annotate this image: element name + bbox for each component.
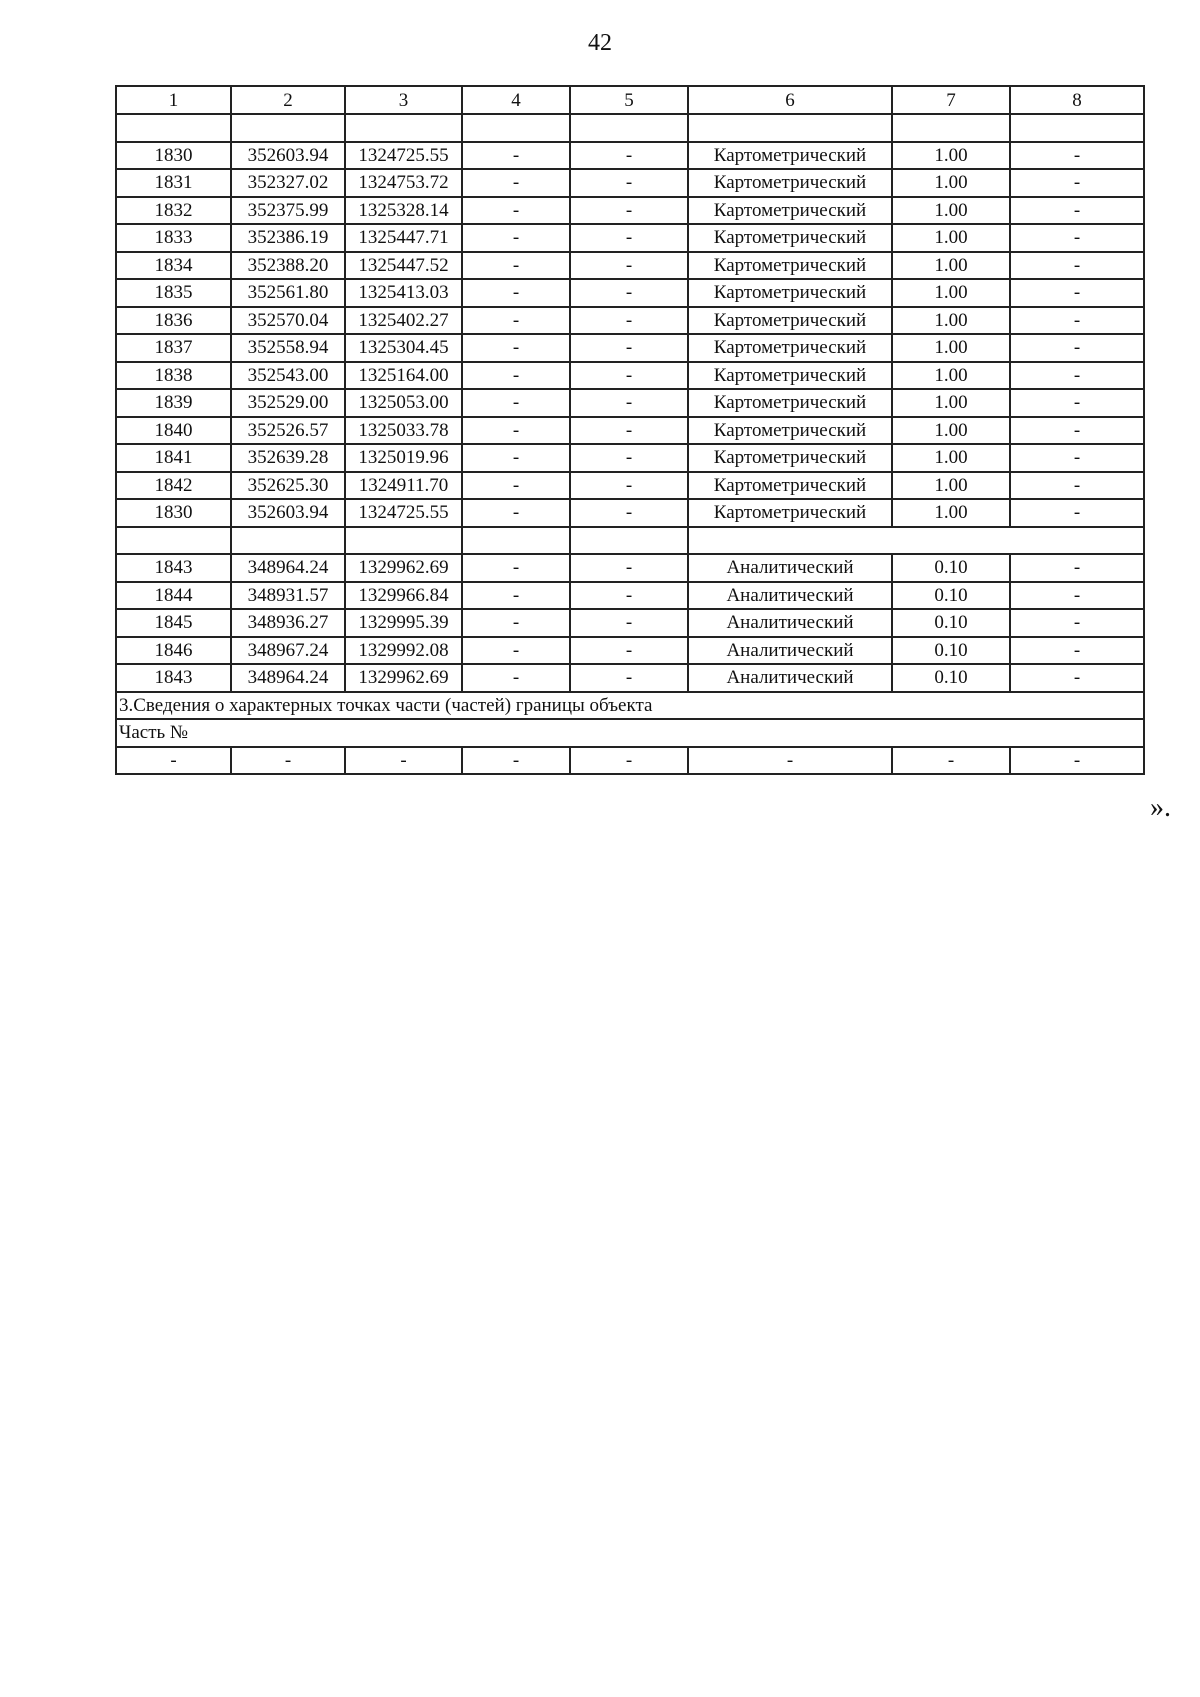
table-cell: - bbox=[1010, 362, 1144, 390]
table-cell: - bbox=[1010, 169, 1144, 197]
table-cell: - bbox=[570, 747, 688, 775]
table-cell: 1325447.71 bbox=[345, 224, 462, 252]
table-cell-empty bbox=[570, 114, 688, 142]
table-cell: Аналитический bbox=[688, 609, 892, 637]
table-cell: 1.00 bbox=[892, 142, 1010, 170]
table-row bbox=[116, 444, 1144, 472]
table-row bbox=[116, 417, 1144, 445]
table-cell: 1.00 bbox=[892, 334, 1010, 362]
table-cell: 352639.28 bbox=[231, 444, 345, 472]
table-cell: 1329962.69 bbox=[345, 664, 462, 692]
table-cell: - bbox=[1010, 664, 1144, 692]
table-cell: 1324725.55 bbox=[345, 142, 462, 170]
table-cell-empty bbox=[688, 527, 1144, 555]
table-cell: Картометрический bbox=[688, 224, 892, 252]
table-cell: 1834 bbox=[116, 252, 231, 280]
table-row bbox=[116, 279, 1144, 307]
section-3-title-cell: 3.Сведения о характерных точках части (частей) границы объекта bbox=[116, 692, 1144, 720]
table-cell: - bbox=[1010, 197, 1144, 225]
table-cell: - bbox=[570, 609, 688, 637]
table-row bbox=[116, 582, 1144, 610]
table-row bbox=[116, 197, 1144, 225]
table-cell: - bbox=[570, 664, 688, 692]
table-row bbox=[116, 499, 1144, 527]
table-cell: 1845 bbox=[116, 609, 231, 637]
table-cell: 1325447.52 bbox=[345, 252, 462, 280]
table-cell: - bbox=[570, 334, 688, 362]
table-cell-empty bbox=[570, 527, 688, 555]
table-cell: 8 bbox=[1010, 86, 1144, 114]
table-cell: 1841 bbox=[116, 444, 231, 472]
table-row bbox=[116, 224, 1144, 252]
table-row bbox=[116, 664, 1144, 692]
table-cell: 1838 bbox=[116, 362, 231, 390]
table-cell: 0.10 bbox=[892, 582, 1010, 610]
table-cell: 1.00 bbox=[892, 499, 1010, 527]
table-cell: 348967.24 bbox=[231, 637, 345, 665]
table-cell: 352603.94 bbox=[231, 499, 345, 527]
table-cell: - bbox=[462, 637, 570, 665]
table-cell: 1840 bbox=[116, 417, 231, 445]
table-cell-empty bbox=[462, 114, 570, 142]
table-row bbox=[116, 334, 1144, 362]
table-cell: 348931.57 bbox=[231, 582, 345, 610]
table-cell: - bbox=[1010, 609, 1144, 637]
table-cell: 1329992.08 bbox=[345, 637, 462, 665]
table-cell: 4 bbox=[462, 86, 570, 114]
table-cell-empty bbox=[231, 527, 345, 555]
table-cell: 1843 bbox=[116, 664, 231, 692]
table-cell: 1830 bbox=[116, 142, 231, 170]
table-cell: Картометрический bbox=[688, 142, 892, 170]
table-cell: - bbox=[570, 472, 688, 500]
table-row bbox=[116, 389, 1144, 417]
table-cell: Аналитический bbox=[688, 554, 892, 582]
table-cell: 1325402.27 bbox=[345, 307, 462, 335]
table-cell: - bbox=[1010, 252, 1144, 280]
table-cell: - bbox=[462, 334, 570, 362]
table-cell: 1839 bbox=[116, 389, 231, 417]
table-cell: - bbox=[462, 142, 570, 170]
table-cell: - bbox=[462, 747, 570, 775]
table-cell: - bbox=[462, 609, 570, 637]
table-cell: - bbox=[570, 224, 688, 252]
table-blank-row bbox=[116, 114, 1144, 142]
table-cell: - bbox=[570, 307, 688, 335]
table-cell: 352603.94 bbox=[231, 142, 345, 170]
table-cell: 1.00 bbox=[892, 224, 1010, 252]
table-cell: Картометрический bbox=[688, 252, 892, 280]
table-header-row bbox=[116, 86, 1144, 114]
table-cell: 1329966.84 bbox=[345, 582, 462, 610]
table-cell: 1.00 bbox=[892, 169, 1010, 197]
table-cell: - bbox=[570, 637, 688, 665]
table-cell: Картометрический bbox=[688, 362, 892, 390]
table-cell: 0.10 bbox=[892, 554, 1010, 582]
table-cell: - bbox=[1010, 389, 1144, 417]
table-cell: - bbox=[116, 747, 231, 775]
table-cell: 1325328.14 bbox=[345, 197, 462, 225]
table-cell: - bbox=[1010, 747, 1144, 775]
table-cell: 1.00 bbox=[892, 389, 1010, 417]
table-cell: 352526.57 bbox=[231, 417, 345, 445]
table-cell: 348964.24 bbox=[231, 664, 345, 692]
table-row bbox=[116, 142, 1144, 170]
table-cell: 1832 bbox=[116, 197, 231, 225]
table-cell: 1831 bbox=[116, 169, 231, 197]
table-cell: 1843 bbox=[116, 554, 231, 582]
table-cell: - bbox=[462, 582, 570, 610]
table-cell: - bbox=[462, 362, 570, 390]
table-cell: 1329995.39 bbox=[345, 609, 462, 637]
table-cell: 352375.99 bbox=[231, 197, 345, 225]
table-cell: 1.00 bbox=[892, 307, 1010, 335]
table-row bbox=[116, 362, 1144, 390]
table-cell: - bbox=[570, 362, 688, 390]
part-label bbox=[116, 719, 1144, 747]
table-cell: Аналитический bbox=[688, 637, 892, 665]
table-cell-empty bbox=[462, 527, 570, 555]
table-cell: - bbox=[570, 142, 688, 170]
table-cell: 0.10 bbox=[892, 664, 1010, 692]
table-cell: 348964.24 bbox=[231, 554, 345, 582]
table-cell: - bbox=[1010, 224, 1144, 252]
table-cell: - bbox=[345, 747, 462, 775]
table-cell: 352388.20 bbox=[231, 252, 345, 280]
table-cell: - bbox=[570, 499, 688, 527]
table-cell: Картометрический bbox=[688, 472, 892, 500]
table-cell: 1 bbox=[116, 86, 231, 114]
table-cell: 352327.02 bbox=[231, 169, 345, 197]
table-cell: - bbox=[1010, 582, 1144, 610]
table-cell: - bbox=[462, 279, 570, 307]
table-cell: 1.00 bbox=[892, 279, 1010, 307]
table-cell: - bbox=[570, 169, 688, 197]
table-cell: Картометрический bbox=[688, 389, 892, 417]
table-cell: 1325304.45 bbox=[345, 334, 462, 362]
table-cell: 352570.04 bbox=[231, 307, 345, 335]
table-cell-empty bbox=[688, 114, 892, 142]
table-cell: 352529.00 bbox=[231, 389, 345, 417]
table-cell: - bbox=[462, 499, 570, 527]
table-row bbox=[116, 609, 1144, 637]
table-cell: - bbox=[462, 197, 570, 225]
table-cell: 352558.94 bbox=[231, 334, 345, 362]
table-cell: - bbox=[688, 747, 892, 775]
table-cell: 352543.00 bbox=[231, 362, 345, 390]
table-cell: - bbox=[462, 307, 570, 335]
table-cell: Картометрический bbox=[688, 444, 892, 472]
table-cell: - bbox=[570, 389, 688, 417]
table-cell: 1830 bbox=[116, 499, 231, 527]
table-cell: 352386.19 bbox=[231, 224, 345, 252]
table-body bbox=[116, 86, 1144, 774]
table-cell-empty bbox=[345, 114, 462, 142]
table-cell: - bbox=[1010, 499, 1144, 527]
table-cell: - bbox=[462, 417, 570, 445]
section-3-title bbox=[116, 692, 1144, 720]
table-cell: 1842 bbox=[116, 472, 231, 500]
table-cell: 3 bbox=[345, 86, 462, 114]
table-cell: 352625.30 bbox=[231, 472, 345, 500]
table-cell: 1329962.69 bbox=[345, 554, 462, 582]
table-cell: 1325033.78 bbox=[345, 417, 462, 445]
table-cell: Аналитический bbox=[688, 664, 892, 692]
table-cell: 1325413.03 bbox=[345, 279, 462, 307]
table-cell: 1324725.55 bbox=[345, 499, 462, 527]
table-cell-empty bbox=[231, 114, 345, 142]
table-cell: 1846 bbox=[116, 637, 231, 665]
table-cell: 1.00 bbox=[892, 362, 1010, 390]
table-cell: Картометрический bbox=[688, 197, 892, 225]
table-cell: - bbox=[892, 747, 1010, 775]
table-cell: 1.00 bbox=[892, 197, 1010, 225]
part-row bbox=[116, 747, 1144, 775]
table-cell: 1837 bbox=[116, 334, 231, 362]
table-cell: 1835 bbox=[116, 279, 231, 307]
closing-quote-mark: ». bbox=[1150, 792, 1171, 823]
table-cell: 1836 bbox=[116, 307, 231, 335]
table-cell: - bbox=[462, 252, 570, 280]
table-cell: 1.00 bbox=[892, 444, 1010, 472]
table-cell: 6 bbox=[688, 86, 892, 114]
table-cell: - bbox=[570, 252, 688, 280]
table-cell: 1325053.00 bbox=[345, 389, 462, 417]
table-cell-empty bbox=[116, 527, 231, 555]
table-cell: 1833 bbox=[116, 224, 231, 252]
page-number: 42 bbox=[588, 30, 612, 56]
table-blank-row bbox=[116, 527, 1144, 555]
table-cell: - bbox=[1010, 279, 1144, 307]
table-cell: 1.00 bbox=[892, 417, 1010, 445]
table-cell: - bbox=[462, 472, 570, 500]
table-cell: 0.10 bbox=[892, 609, 1010, 637]
table-cell: - bbox=[1010, 334, 1144, 362]
table-row bbox=[116, 554, 1144, 582]
table-cell: 1844 bbox=[116, 582, 231, 610]
table-cell: - bbox=[1010, 417, 1144, 445]
table-cell: - bbox=[462, 664, 570, 692]
table-cell: Картометрический bbox=[688, 279, 892, 307]
table-cell: Картометрический bbox=[688, 307, 892, 335]
table-cell: - bbox=[1010, 472, 1144, 500]
table-cell: Аналитический bbox=[688, 582, 892, 610]
table-cell: 7 bbox=[892, 86, 1010, 114]
table-cell: - bbox=[570, 417, 688, 445]
table-cell: - bbox=[231, 747, 345, 775]
coordinates-table bbox=[115, 85, 1145, 775]
table-cell: Картометрический bbox=[688, 169, 892, 197]
part-label-cell: Часть № bbox=[116, 719, 1144, 747]
table-cell: - bbox=[462, 444, 570, 472]
table-cell: Картометрический bbox=[688, 499, 892, 527]
table-cell: - bbox=[1010, 142, 1144, 170]
table-cell: - bbox=[1010, 307, 1144, 335]
table-cell: - bbox=[570, 444, 688, 472]
table-cell: - bbox=[462, 554, 570, 582]
table-cell: 2 bbox=[231, 86, 345, 114]
table-cell: 348936.27 bbox=[231, 609, 345, 637]
table-cell: 1324753.72 bbox=[345, 169, 462, 197]
table-cell: - bbox=[570, 279, 688, 307]
table-cell: 5 bbox=[570, 86, 688, 114]
table-cell-empty bbox=[1010, 114, 1144, 142]
table-cell: Картометрический bbox=[688, 334, 892, 362]
table-cell: - bbox=[1010, 554, 1144, 582]
table-cell: - bbox=[1010, 444, 1144, 472]
table-cell-empty bbox=[345, 527, 462, 555]
table-row bbox=[116, 169, 1144, 197]
table-cell: - bbox=[1010, 637, 1144, 665]
table-cell: - bbox=[570, 554, 688, 582]
table-cell-empty bbox=[892, 114, 1010, 142]
table-cell: 0.10 bbox=[892, 637, 1010, 665]
table-cell: - bbox=[462, 389, 570, 417]
table-cell: 1.00 bbox=[892, 472, 1010, 500]
table-cell-empty bbox=[116, 114, 231, 142]
table-row bbox=[116, 472, 1144, 500]
table-cell: - bbox=[570, 197, 688, 225]
table-cell: 1325164.00 bbox=[345, 362, 462, 390]
table-cell: 1325019.96 bbox=[345, 444, 462, 472]
table-cell: 352561.80 bbox=[231, 279, 345, 307]
table-cell: - bbox=[570, 582, 688, 610]
table-cell: Картометрический bbox=[688, 417, 892, 445]
table-row bbox=[116, 252, 1144, 280]
table-row bbox=[116, 637, 1144, 665]
table-row bbox=[116, 307, 1144, 335]
table-cell: 1324911.70 bbox=[345, 472, 462, 500]
table-cell: - bbox=[462, 224, 570, 252]
table-cell: - bbox=[462, 169, 570, 197]
table-cell: 1.00 bbox=[892, 252, 1010, 280]
